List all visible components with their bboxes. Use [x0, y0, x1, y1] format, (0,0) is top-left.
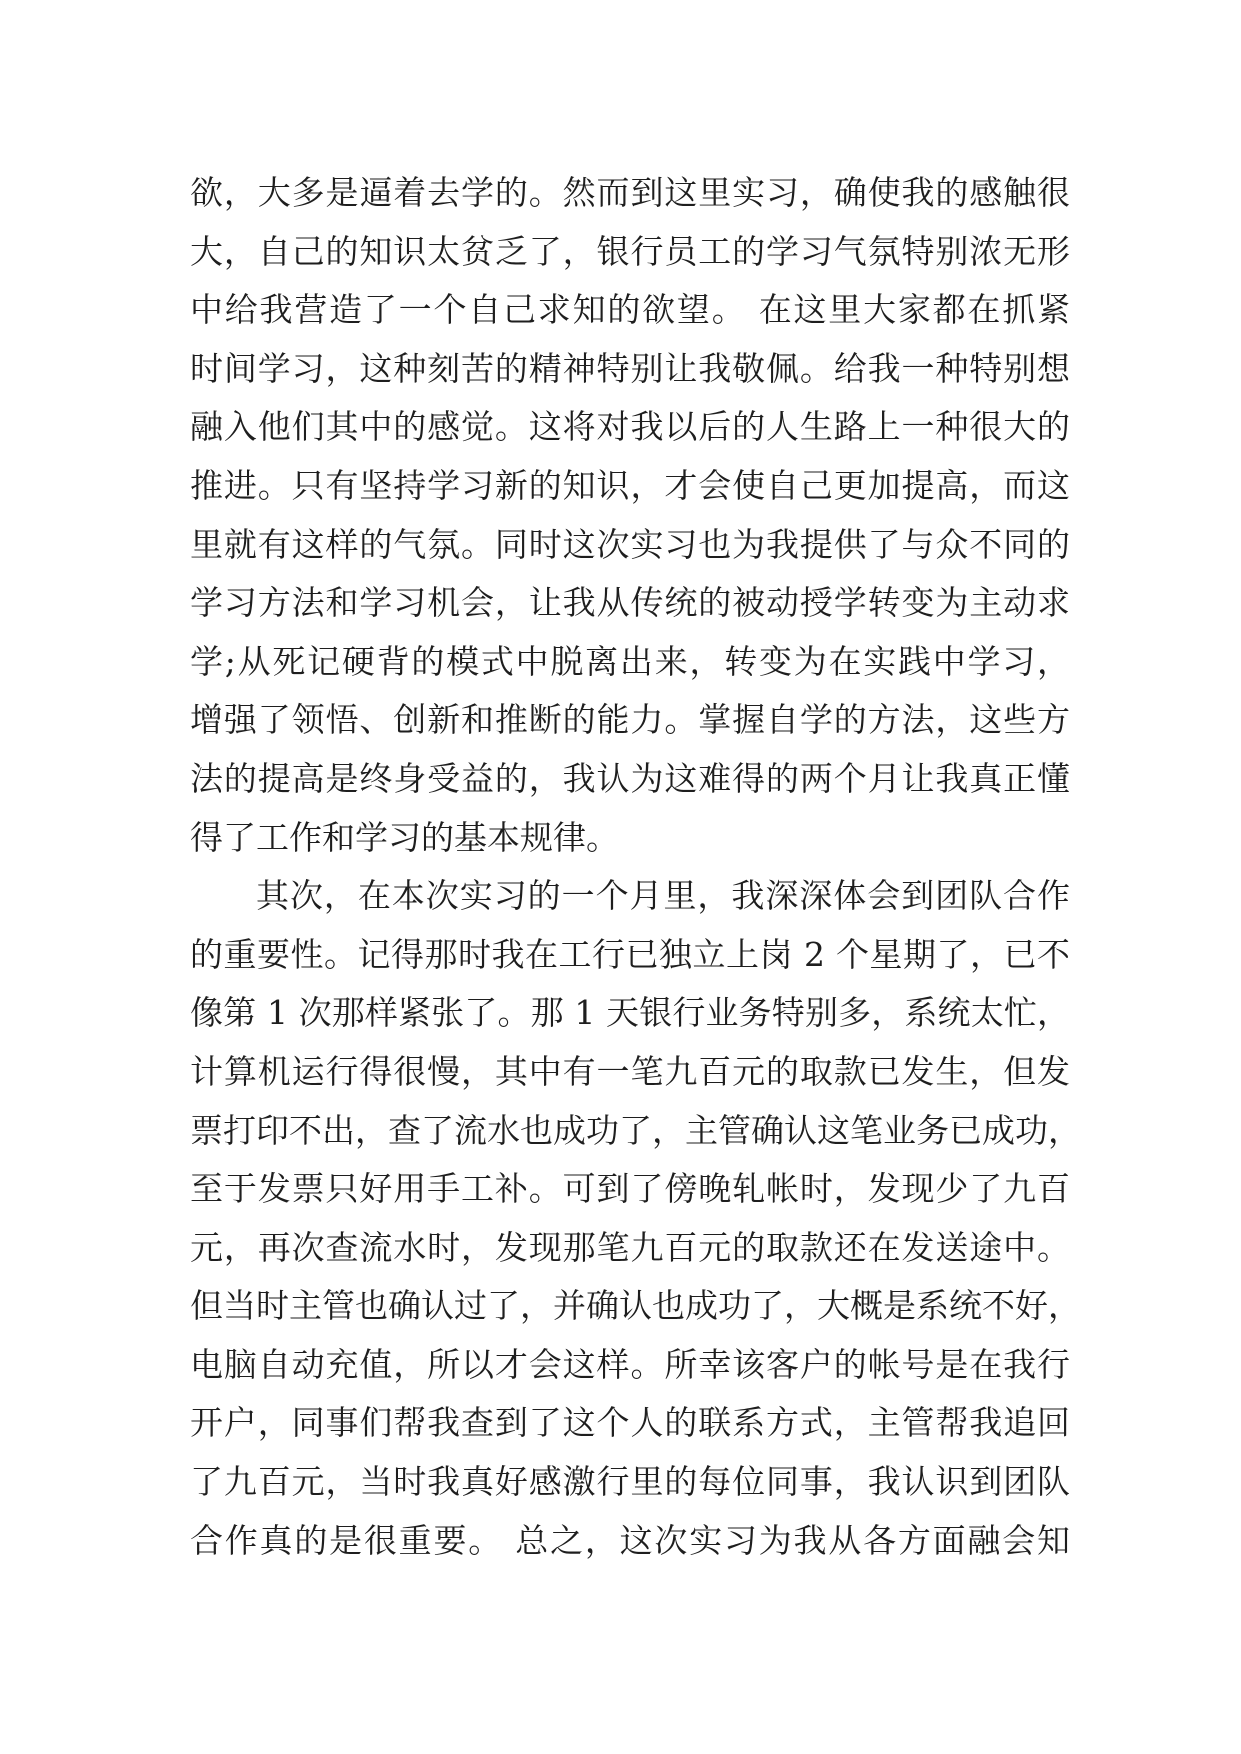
- text-line: 合作真的是很重要。 总之，这次实习为我从各方面融会知: [190, 1520, 1070, 1560]
- text-line: 中给我营造了一个自己求知的欲望。 在这里大家都在抓紧: [190, 290, 1070, 330]
- text-line: 融入他们其中的感觉。这将对我以后的人生路上一种很大的: [190, 407, 1070, 447]
- text-line: 欲，大多是逼着去学的。然而到这里实习，确使我的感触很: [190, 173, 1070, 212]
- text-line: 元，再次查流水时，发现那笔九百元的取款还在发送途中。: [190, 1227, 1070, 1267]
- text-line: 其次，在本次实习的一个月里，我深深体会到团队合作: [256, 876, 1070, 916]
- text-line: 增强了领悟、创新和推断的能力。掌握自学的方法，这些方: [190, 700, 1070, 740]
- text-line: 学习方法和学习机会，让我从传统的被动授学转变为主动求: [190, 583, 1070, 623]
- text-line: 大，自己的知识太贫乏了，银行员工的学习气氛特别浓无形: [190, 231, 1070, 271]
- text-line: 时间学习，这种刻苦的精神特别让我敬佩。给我一种特别想: [190, 348, 1070, 388]
- text-line: 学;从死记硬背的模式中脱离出来，转变为在实践中学习，: [190, 641, 1070, 681]
- text-line: 推进。只有坚持学习新的知识，才会使自己更加提高，而这: [190, 465, 1070, 505]
- text-line: 计算机运行得很慢，其中有一笔九百元的取款已发生，但发: [190, 1051, 1070, 1091]
- text-line: 里就有这样的气氛。同时这次实习也为我提供了与众不同的: [190, 524, 1070, 564]
- text-line: 电脑自动充值，所以才会这样。所幸该客户的帐号是在我行: [190, 1344, 1070, 1384]
- text-line: 但当时主管也确认过了，并确认也成功了，大概是系统不好，: [190, 1286, 1081, 1326]
- text-line: 了九百元，当时我真好感激行里的每位同事，我认识到团队: [190, 1462, 1070, 1502]
- text-line: 开户，同事们帮我查到了这个人的联系方式，主管帮我追回: [190, 1403, 1070, 1443]
- text-line: 至于发票只好用手工补。可到了傍晚轧帐时，发现少了九百: [190, 1169, 1070, 1209]
- text-line: 像第 1 次那样紧张了。那 1 天银行业务特别多，系统太忙，: [190, 993, 1070, 1033]
- body-text: [190, 164, 1081, 1570]
- text-line: 票打印不出，查了流水也成功了，主管确认这笔业务已成功，: [190, 1110, 1081, 1150]
- text-line: 的重要性。记得那时我在工行已独立上岗 2 个星期了，已不: [190, 934, 1070, 974]
- text-line: 得了工作和学习的基本规律。: [190, 817, 619, 857]
- text-line: 法的提高是终身受益的，我认为这难得的两个月让我真正懂: [190, 758, 1070, 798]
